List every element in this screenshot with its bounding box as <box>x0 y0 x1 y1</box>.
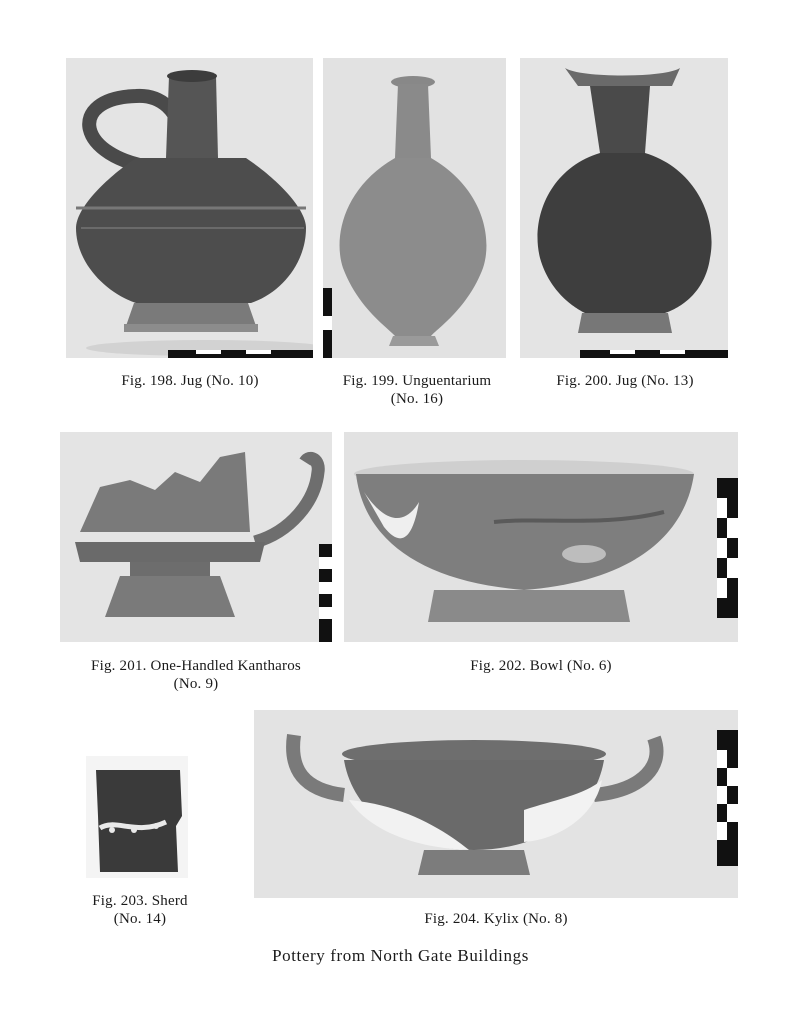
caption-fig-201-line2: (No. 9) <box>173 676 219 692</box>
caption-fig-204: Fig. 204. Kylix (No. 8) <box>424 911 568 927</box>
photo-kylix-204 <box>254 710 738 898</box>
caption-fig-198: Fig. 198. Jug (No. 10) <box>121 373 259 389</box>
unguentarium-199-image <box>323 58 506 358</box>
photo-kantharos-201 <box>60 432 332 642</box>
caption-fig-200: Fig. 200. Jug (No. 13) <box>556 373 694 389</box>
jug-200-image <box>520 58 728 358</box>
caption-fig-203-line2: (No. 14) <box>113 911 167 927</box>
caption-fig-202: Fig. 202. Bowl (No. 6) <box>470 658 612 674</box>
caption-fig-199-line1: Fig. 199. Unguentarium <box>342 373 492 389</box>
caption-fig-203-line1: Fig. 203. Sherd <box>92 893 188 909</box>
photo-unguentarium-199 <box>323 58 506 358</box>
page-title: Pottery from North Gate Buildings <box>272 946 529 965</box>
jug-198-image <box>66 58 313 358</box>
kantharos-201-image <box>60 432 332 642</box>
caption-fig-199-line2: (No. 16) <box>390 391 444 407</box>
photo-jug-198 <box>66 58 313 358</box>
sherd-203-image <box>86 756 188 878</box>
caption-fig-201-line1: Fig. 201. One-Handled Kantharos <box>91 658 301 674</box>
photo-bowl-202 <box>344 432 738 642</box>
photo-sherd-203 <box>86 756 188 878</box>
kylix-204-image <box>254 710 738 898</box>
photo-jug-200 <box>520 58 728 358</box>
bowl-202-image <box>344 432 738 642</box>
